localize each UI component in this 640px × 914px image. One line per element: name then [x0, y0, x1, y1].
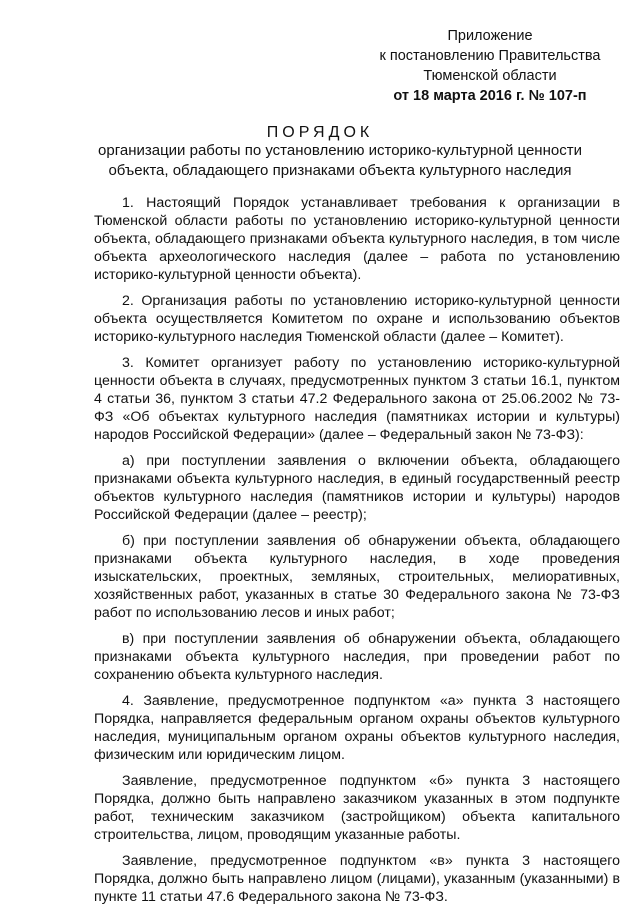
- document-subtitle: организации работы по установлению историко-культурной ценности объекта, обладающего признаками объекта культурного наследия: [98, 142, 582, 179]
- appendix-region: Тюменской области: [423, 68, 557, 84]
- appendix-header: [355, 26, 625, 106]
- paragraph-4-c: Заявление, предусмотренное подпунктом «в» пункта 3 настоящего Порядка, должно быть направлено лицом (лицами), указанным (указанными) в пункте 11 статьи 47.6 Федерального закона № 73-ФЗ.: [94, 853, 620, 905]
- paragraph-3a: а) при поступлении заявления о включении объекта, обладающего признаками объекта культурного наследия, в единый государственный реестр объектов культурного наследия (памятников истории и культуры) народов Российской Федерации (далее – реестр);: [94, 453, 620, 523]
- document-title: ПОРЯДОК: [266, 124, 374, 141]
- paragraph-3b: б) при поступлении заявления об обнаружении объекта, обладающего признаками объекта культурного наследия, в ходе проведения изыскательских, проектных, земляных, строительных, мелиоративных, хозяйственных работ, указанных в статье 30 Федерального закона № 73-ФЗ работ по использованию лесов и иных работ;: [94, 533, 620, 621]
- paragraph-4: 4. Заявление, предусмотренное подпунктом «а» пункта 3 настоящего Порядка, направляется федеральным органом охраны объектов культурного наследия, муниципальным органом охраны объектов культурного наследия, физическим или юридическим лицом.: [94, 693, 620, 763]
- appendix-resolution-ref: к постановлению Правительства: [379, 48, 601, 64]
- paragraph-3c: в) при поступлении заявления об обнаружении объекта, обладающего признаками объекта культурного наследия, при проведении работ по сохранению объекта культурного наследия.: [94, 631, 620, 683]
- paragraph-2: 2. Организация работы по установлению историко-культурной ценности объекта осуществляется Комитетом по охране и использованию объектов историко-культурного наследия Тюменской области (далее – Комитет).: [94, 293, 620, 345]
- paragraph-4-b: Заявление, предусмотренное подпунктом «б» пункта 3 настоящего Порядка, должно быть направлено заказчиком указанных в этом подпункте работ, техническим заказчиком (застройщиком) объекта капитального строительства, лицом, проводящим указанные работы.: [94, 773, 620, 843]
- appendix-date-number: от 18 марта 2016 г. № 107-п: [393, 88, 587, 104]
- paragraph-3: 3. Комитет организует работу по установлению историко-культурной ценности объекта в случаях, предусмотренных пунктом 3 статьи 16.1, пунктом 4 статьи 36, пунктом 3 статьи 47.2 Федерального закона от 25.06.2002 № 73-ФЗ «Об объектах культурного наследия (памятниках истории и культуры) народов Российской Федерации» (далее – Федеральный закон № 73-ФЗ):: [94, 355, 620, 443]
- document-body: [94, 194, 620, 914]
- paragraph-1: 1. Настоящий Порядок устанавливает требования к организации в Тюменской области работы по установлению историко-культурной ценности объекта, обладающего признаками объекта культурного наследия, в том числе объекта археологического наследия (далее – работа по установлению историко-культурной ценности объекта).: [94, 195, 620, 283]
- appendix-label: Приложение: [447, 28, 533, 44]
